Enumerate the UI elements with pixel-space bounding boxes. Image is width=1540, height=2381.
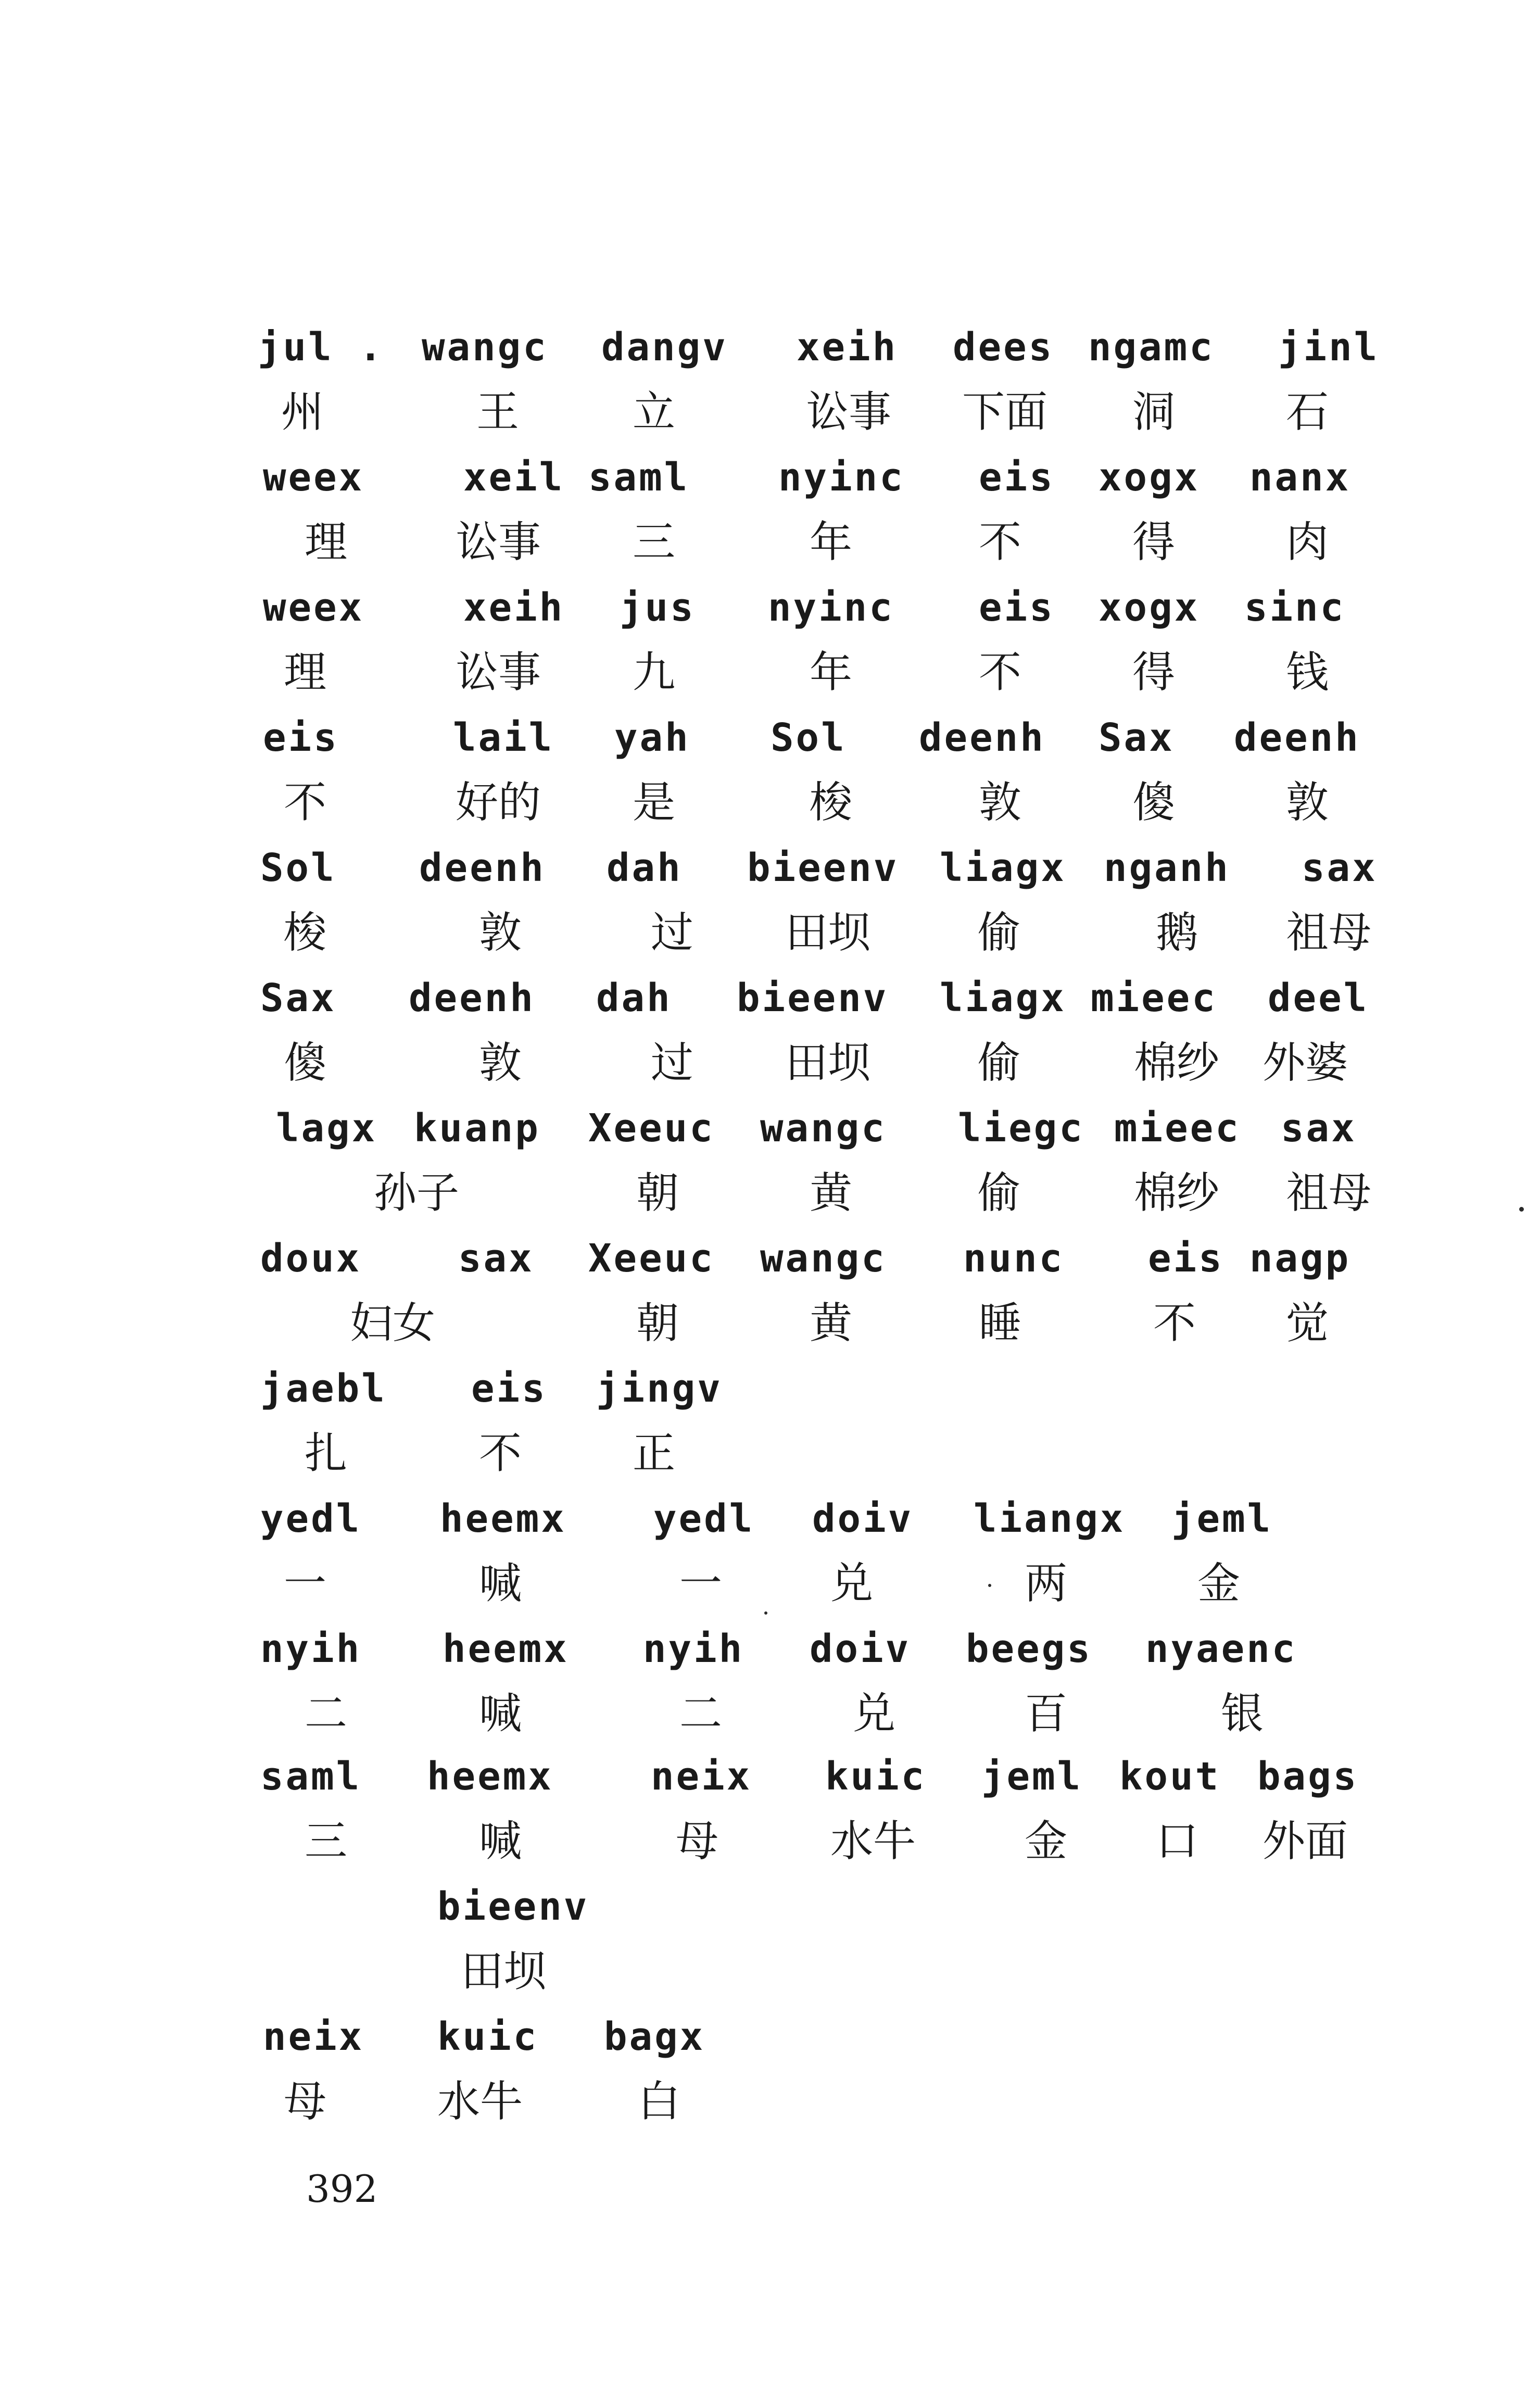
word: 立 [633, 387, 676, 437]
word: 敦 [979, 778, 1022, 827]
word: sax [1281, 1106, 1357, 1151]
word: kuic [825, 1754, 927, 1799]
word: 口 [1156, 1817, 1199, 1866]
word: 偷 [978, 1168, 1021, 1218]
word: ngamc [1088, 325, 1215, 370]
word: 田坝 [461, 1947, 547, 1996]
word: kuic [437, 2014, 539, 2059]
word: 棉纱 [1134, 1168, 1220, 1218]
gloss-line [0, 648, 1540, 711]
word: jul . [258, 325, 384, 370]
romanized-line [0, 843, 1540, 906]
word: heemx [440, 1496, 566, 1541]
word: yedl [260, 1496, 362, 1541]
gloss-line [0, 518, 1540, 581]
word: doux [260, 1236, 362, 1281]
word: 水牛 [830, 1817, 916, 1866]
word: dees [953, 325, 1054, 370]
word: 一 [679, 1559, 723, 1608]
gloss-line [0, 1429, 1540, 1492]
gloss-line [0, 1559, 1540, 1622]
word: 百 [1025, 1689, 1068, 1738]
word: jingv [596, 1366, 723, 1411]
word: 好的 [456, 778, 541, 827]
word: 不 [1153, 1299, 1196, 1348]
word: xogx [1099, 585, 1200, 630]
word: 田坝 [785, 1038, 871, 1088]
word: nunc [963, 1236, 1065, 1281]
word: wangc [760, 1106, 887, 1151]
romanized-line [0, 1752, 1540, 1815]
gloss-line [0, 1817, 1540, 1880]
word: 田坝 [785, 908, 871, 958]
word: 三 [305, 1817, 348, 1866]
word: 王 [476, 387, 520, 437]
word: 兑 [853, 1689, 896, 1738]
word: eis [471, 1366, 547, 1411]
word: 外面 [1263, 1817, 1348, 1866]
romanized-line [0, 1882, 1540, 1945]
romanized-line [0, 583, 1540, 646]
word: sax [458, 1236, 534, 1281]
romanized-line [0, 323, 1540, 385]
word: 石 [1286, 387, 1329, 437]
word: beegs [966, 1627, 1092, 1671]
word: bieenv [737, 976, 889, 1021]
word: 不 [284, 778, 327, 827]
gloss-line [0, 909, 1540, 971]
word: 偷 [978, 908, 1021, 958]
word: mieec [1091, 976, 1217, 1021]
romanized-line [0, 713, 1540, 776]
word: dangv [601, 325, 728, 370]
word: 得 [1132, 648, 1176, 697]
word: 朝 [636, 1299, 679, 1348]
scan-speck [988, 1584, 991, 1587]
word: heemx [443, 1627, 569, 1671]
word: 讼事 [456, 518, 541, 567]
word: 妇女 [350, 1299, 436, 1348]
word: doiv [812, 1496, 914, 1541]
gloss-line [0, 1299, 1540, 1362]
word: liagx [940, 976, 1066, 1021]
word: 得 [1132, 518, 1176, 567]
word: 两 [1025, 1559, 1068, 1608]
word: 过 [651, 1038, 694, 1088]
romanized-line [0, 1234, 1540, 1296]
word: sax [1302, 846, 1378, 890]
word: deenh [409, 976, 535, 1021]
word: 肉 [1286, 518, 1329, 567]
word: 敦 [1286, 778, 1329, 827]
word: weex [263, 455, 364, 500]
word: nganh [1104, 846, 1230, 890]
word: doiv [810, 1627, 911, 1671]
word: Sol [260, 846, 336, 890]
word: Sax [1099, 715, 1175, 760]
word: nyinc [778, 455, 905, 500]
word: Sol [771, 715, 847, 760]
word: 梭 [810, 778, 853, 827]
word: 兑 [830, 1559, 874, 1608]
scan-speck [764, 1611, 767, 1615]
word: jinl [1278, 325, 1380, 370]
word: kuanp [414, 1106, 540, 1151]
word: xeih [463, 585, 565, 630]
word: 偷 [978, 1038, 1021, 1088]
word: 鹅 [1156, 908, 1199, 958]
word: wangc [422, 325, 548, 370]
word: 金 [1025, 1817, 1068, 1866]
word: 不 [479, 1429, 522, 1478]
word: 三 [633, 518, 676, 567]
word: 喊 [479, 1689, 522, 1738]
word: eis [1148, 1236, 1224, 1281]
word: 梭 [284, 908, 327, 958]
word: deenh [919, 715, 1045, 760]
word: xogx [1099, 455, 1200, 500]
word: 理 [284, 648, 327, 697]
word: jus [620, 585, 696, 630]
word: 傻 [284, 1038, 327, 1088]
word: liagx [940, 846, 1066, 890]
word: dah [607, 846, 683, 890]
word: nyinc [768, 585, 894, 630]
word: liangx [974, 1496, 1126, 1541]
word: 喊 [479, 1559, 522, 1608]
gloss-line [0, 1169, 1540, 1231]
page-number: 392 [306, 2167, 378, 2211]
word: nagp [1249, 1236, 1351, 1281]
word: 讼事 [806, 387, 892, 437]
word: 傻 [1132, 778, 1176, 827]
word: 不 [979, 518, 1022, 567]
word: deenh [1234, 715, 1360, 760]
word: 过 [651, 908, 694, 958]
romanized-line [0, 1494, 1540, 1557]
word: yah [614, 715, 690, 760]
word: 理 [305, 518, 348, 567]
word: nyaenc [1145, 1627, 1297, 1671]
word: bags [1257, 1754, 1359, 1799]
romanized-line [0, 1364, 1540, 1427]
word: jaebl [260, 1366, 387, 1411]
romanized-line [0, 1104, 1540, 1166]
word: 朝 [636, 1168, 679, 1218]
word: 祖母 [1286, 1168, 1372, 1218]
gloss-line [0, 388, 1540, 450]
romanized-line [0, 2012, 1540, 2075]
gloss-line [0, 778, 1540, 841]
gloss-line [0, 1039, 1540, 1101]
word: mieec [1114, 1106, 1241, 1151]
word: 外婆 [1263, 1038, 1348, 1088]
word: 银 [1221, 1689, 1264, 1738]
romanized-line [0, 453, 1540, 515]
gloss-line [0, 1690, 1540, 1752]
romanized-line [0, 974, 1540, 1036]
word: bieenv [747, 846, 899, 890]
word: 一 [284, 1559, 327, 1608]
word: 孙子 [374, 1168, 460, 1218]
word: lagx [276, 1106, 377, 1151]
word: Xeeuc [588, 1106, 715, 1151]
word: saml [588, 455, 690, 500]
word: 二 [305, 1689, 348, 1738]
word: xeil [463, 455, 565, 500]
gloss-line [0, 2077, 1540, 2140]
word: yedl [653, 1496, 755, 1541]
word: 敦 [479, 908, 522, 958]
word: 觉 [1286, 1299, 1329, 1348]
word: 州 [281, 387, 324, 437]
word: 年 [810, 518, 853, 567]
word: 钱 [1286, 648, 1329, 697]
word: 喊 [479, 1817, 522, 1866]
word: neix [263, 2014, 364, 2059]
word: deel [1268, 976, 1369, 1021]
romanized-line [0, 1624, 1540, 1687]
word: jeml [981, 1754, 1083, 1799]
word: xeih [797, 325, 898, 370]
word: nyih [260, 1627, 362, 1671]
gloss-line [0, 1947, 1540, 2010]
word: 黄 [810, 1299, 853, 1348]
word: jeml [1171, 1496, 1273, 1541]
word: 是 [633, 778, 676, 827]
word: 黄 [810, 1168, 853, 1218]
scan-speck [1519, 1207, 1524, 1212]
word: saml [260, 1754, 362, 1799]
word: Xeeuc [588, 1236, 715, 1281]
word: heemx [427, 1754, 553, 1799]
word: 母 [284, 2077, 327, 2126]
word: neix [651, 1754, 752, 1799]
word: 水牛 [437, 2077, 523, 2126]
word: 棉纱 [1134, 1038, 1220, 1088]
word: 不 [979, 648, 1022, 697]
word: liegc [958, 1106, 1084, 1151]
word: 二 [679, 1689, 723, 1738]
word: eis [979, 455, 1055, 500]
word: 正 [633, 1429, 676, 1478]
word: 扎 [305, 1429, 348, 1478]
word: eis [979, 585, 1055, 630]
word: 金 [1197, 1559, 1241, 1608]
word: 睡 [979, 1299, 1022, 1348]
word: Sax [260, 976, 336, 1021]
word: nanx [1249, 455, 1351, 500]
word: 母 [676, 1817, 719, 1866]
word: eis [263, 715, 339, 760]
word: weex [263, 585, 364, 630]
word: nyih [643, 1627, 744, 1671]
word: bagx [604, 2014, 705, 2059]
word: deenh [419, 846, 546, 890]
word: 祖母 [1286, 908, 1372, 958]
word: sinc [1244, 585, 1346, 630]
word: dah [596, 976, 672, 1021]
word: kout [1119, 1754, 1221, 1799]
word: 敦 [479, 1038, 522, 1088]
word: 年 [810, 648, 853, 697]
word: 九 [633, 648, 676, 697]
word: bieenv [437, 1884, 589, 1929]
word: wangc [760, 1236, 887, 1281]
word: 下面 [962, 387, 1048, 437]
word: 洞 [1132, 387, 1176, 437]
word: 白 [638, 2077, 681, 2126]
word: 讼事 [456, 648, 541, 697]
word: lail [453, 715, 554, 760]
